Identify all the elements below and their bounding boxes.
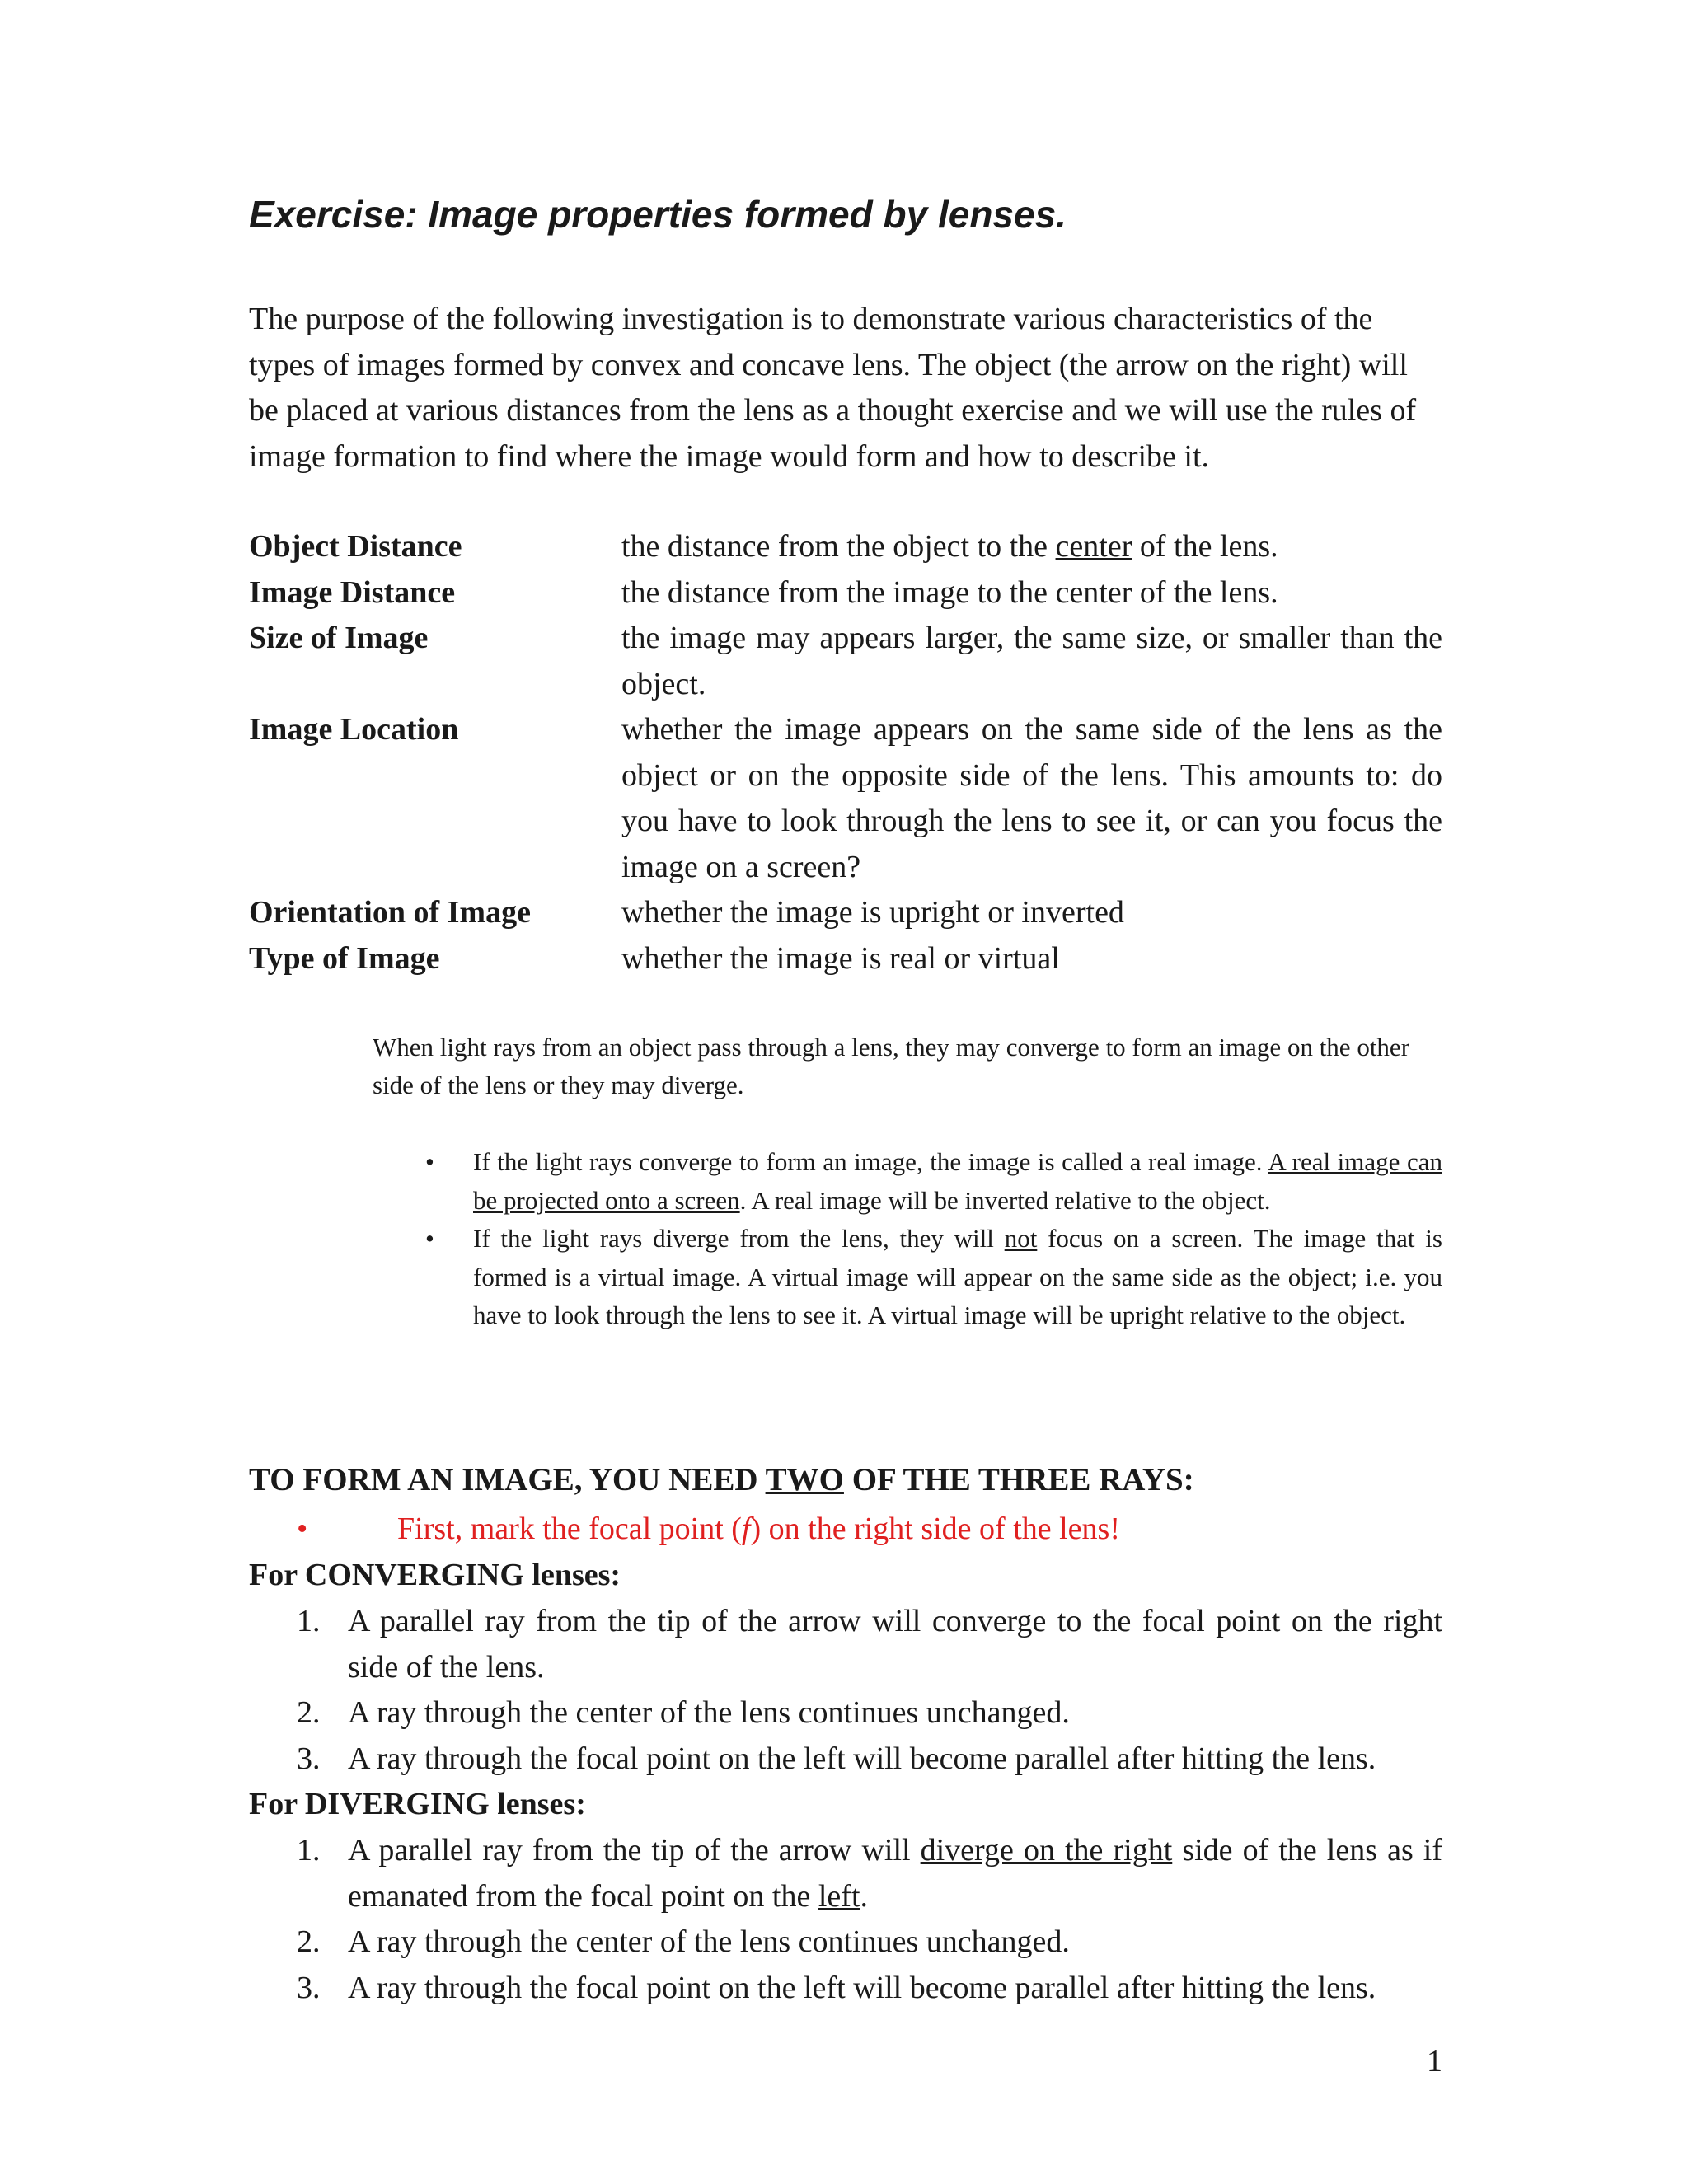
focal-point-note-text — [397, 1506, 1120, 1552]
definitions-table — [249, 524, 1442, 982]
list-item-text: If the light rays converge to form an image, the image is called a real image. — [473, 1147, 1268, 1176]
definition-row — [249, 524, 1442, 570]
step-number: 3. — [297, 1970, 321, 2005]
definition-description: whether the image is real or virtual — [621, 940, 1060, 976]
step-text: A parallel ray from the tip of the arrow will converge to the focal point on the right side of the lens. — [348, 1604, 1442, 1685]
step-text: A ray through the center of the lens continues unchanged. — [348, 1924, 1070, 1959]
page-title: Exercise: Image properties formed by lenses. — [249, 193, 1067, 236]
list-item-text: If the light rays diverge from the lens, they will — [473, 1224, 1005, 1253]
focal-symbol: f — [741, 1511, 751, 1546]
underlined-text: not — [1004, 1224, 1038, 1253]
underlined-text: left — [818, 1878, 860, 1914]
note-text: First, mark the focal point ( — [397, 1511, 742, 1546]
heading-text: OF THE THREE RAYS: — [843, 1462, 1194, 1497]
definition-text: the distance from the object to the — [621, 529, 1056, 564]
intro-paragraph: The purpose of the following investigation is to demonstrate various characteristics of the types of images formed by convex and concave lens. The object (the arrow on the right) will be placed at various distances from the lens as a thought exercise and we will use the rules of image formation to find where the image would form and how to describe it. — [249, 302, 1417, 474]
step-item — [249, 1690, 1442, 1736]
step-number: 3. — [297, 1741, 321, 1776]
step-number: 2. — [297, 1695, 321, 1730]
step-item — [249, 1599, 1442, 1690]
step-number: 1. — [297, 1833, 321, 1868]
list-item-text: . A real image will be inverted relative to the object. — [739, 1185, 1271, 1215]
step-item — [249, 1919, 1442, 1966]
definition-description — [621, 524, 1442, 570]
step-text: . — [860, 1878, 868, 1914]
heading-text: TO FORM AN IMAGE, YOU NEED — [249, 1462, 766, 1497]
bullet-icon: • — [297, 1511, 308, 1546]
rays-intro-paragraph: When light rays from an object pass through a lens, they may converge to form an image on the other side of the lens or they may diverge. — [373, 1033, 1410, 1099]
definition-term: Orientation of Image — [249, 895, 531, 930]
step-text: A ray through the center of the lens continues unchanged. — [348, 1695, 1070, 1730]
step-text: side of the lens as if emanated from the focal point on the — [348, 1833, 1442, 1914]
definition-term: Size of Image — [249, 621, 429, 655]
step-number: 2. — [297, 1924, 321, 1959]
definition-term: Object Distance — [249, 529, 462, 564]
diverging-steps — [249, 1828, 1442, 2011]
list-item — [425, 1143, 1442, 1220]
list-item-text: focus on a screen. The image that is formed is a virtual image. A virtual image will appear on the same side as the object; i.e. you have to look through the lens to see it. A virtual image will be upright relative to the object. — [473, 1224, 1442, 1329]
underlined-text: TWO — [765, 1462, 844, 1497]
definition-row — [249, 707, 1442, 890]
note-text: ) on the right side of the lens! — [750, 1511, 1120, 1546]
definition-term: Image Location — [249, 712, 459, 747]
definition-term: Image Distance — [249, 574, 456, 610]
step-item — [249, 1736, 1442, 1783]
definition-description: whether the image appears on the same side of the lens as the object or on the opposite side of the lens. This amounts to: do you have to look through the lens to see it, or can you focus the image on a screen? — [621, 712, 1442, 884]
definition-row — [249, 570, 1442, 616]
converging-heading: For CONVERGING lenses: — [249, 1558, 621, 1592]
step-item — [249, 1828, 1442, 1919]
step-number: 1. — [297, 1604, 321, 1638]
diverging-heading: For DIVERGING lenses: — [249, 1787, 586, 1821]
underlined-text: diverge on the right — [920, 1833, 1173, 1868]
step-text: A ray through the focal point on the left will become parallel after hitting the lens. — [348, 1741, 1376, 1776]
definition-description: the image may appears larger, the same size, or smaller than the object. — [621, 621, 1442, 701]
converging-steps — [249, 1599, 1442, 1782]
list-item — [425, 1220, 1442, 1335]
definition-row — [249, 616, 1442, 707]
definition-row — [249, 936, 1442, 982]
image-type-list — [425, 1143, 1442, 1335]
definition-row — [249, 890, 1442, 936]
definition-term: Type of Image — [249, 940, 440, 976]
step-text: A parallel ray from the tip of the arrow will — [348, 1833, 921, 1868]
page-number: 1 — [1427, 2044, 1442, 2079]
definition-text: of the lens. — [1132, 529, 1278, 564]
step-item — [249, 1966, 1442, 2012]
rays-heading — [249, 1457, 1194, 1503]
underlined-text: A real image can be projected onto a screen — [473, 1147, 1442, 1215]
step-text: A ray through the focal point on the left will become parallel after hitting the lens. — [348, 1970, 1376, 2005]
underlined-text: center — [1055, 529, 1132, 564]
definition-description: whether the image is upright or inverted — [621, 895, 1124, 930]
definition-description: the distance from the image to the center of the lens. — [621, 574, 1278, 610]
